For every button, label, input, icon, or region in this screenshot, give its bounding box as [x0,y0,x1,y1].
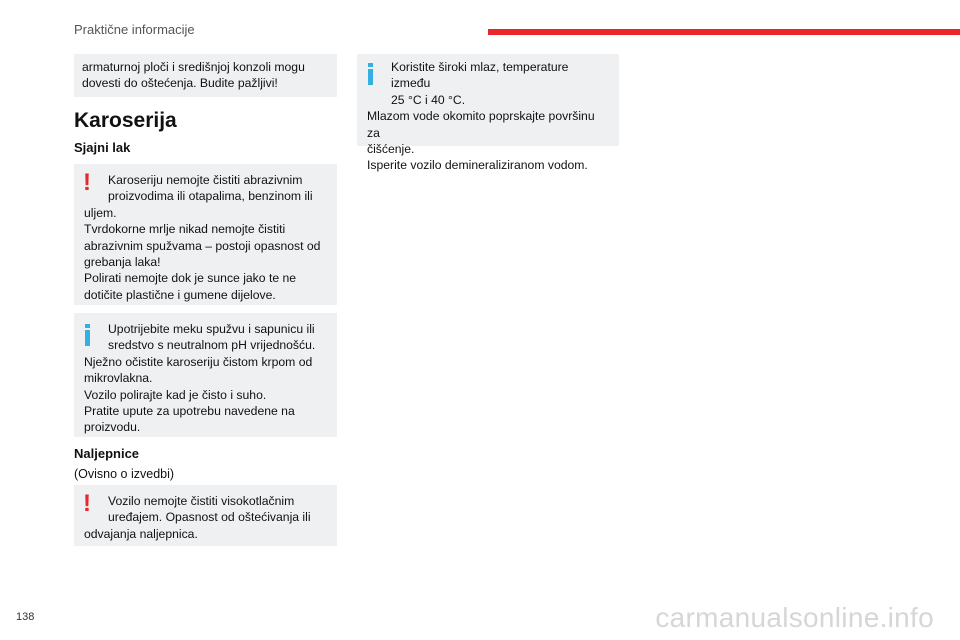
stickers-warning-box [74,485,337,546]
warning-text: uređajem. Opasnost od oštećivanja ili [108,510,311,525]
section-title: Karoserija [74,109,177,132]
exclamation-icon: ! [83,490,91,517]
running-header: Praktične informacije [74,22,195,37]
info-text: Isperite vozilo demineraliziranom vodom. [367,158,588,173]
header-accent-bar [488,29,960,35]
warning-text: Vozilo nemojte čistiti visokotlačnim [108,494,295,508]
top-note-box [74,54,337,97]
watermark: carmanualsonline.info [655,602,934,633]
info-text: Mlazom vode okomito poprskajte površinu za [367,109,595,140]
right-info-box [357,54,619,173]
info-icon [85,324,91,346]
warning-text: Tvrdokorne mrlje nikad nemojte čistiti [84,222,286,237]
top-note-line: armaturnoj ploči i središnjoj konzoli mogu [82,60,305,74]
info-text: Koristite široki mlaz, temperature između [391,60,569,91]
info-text: čišćenje. [367,142,415,157]
info-text: 25 °C i 40 °C. [391,92,466,107]
warning-text: Karoseriju nemojte čistiti abrazivnim [108,173,303,187]
glossy-subtitle: Sjajni lak [74,140,131,155]
info-text: Vozilo polirajte kad je čisto i suho. [84,387,267,402]
info-text: sredstvo s neutralnom pH vrijednošću. [108,338,316,353]
warning-text: abrazivnim spužvama – postoji opasnost od [84,238,321,253]
warning-text: odvajanja naljepnica. [84,526,198,541]
exclamation-icon: ! [83,169,91,196]
warning-text: dotičite plastične i gumene dijelove. [84,287,276,302]
stickers-subtitle: Naljepnice [74,446,140,461]
warning-text: Polirati nemojte dok je sunce jako te ne [84,271,297,286]
warning-text: proizvodima ili otapalima, benzinom ili [108,189,313,204]
page-number: 138 [16,611,35,623]
stickers-note: (Ovisno o izvedbi) [74,467,175,481]
glossy-warning-box [74,164,337,305]
info-icon [368,63,374,85]
glossy-info-box [74,313,337,437]
info-text: Pratite upute za upotrebu navedene na [84,404,295,419]
info-text: Upotrijebite meku spužvu i sapunicu ili [108,322,315,336]
warning-text: uljem. [84,205,117,220]
info-text: mikrovlakna. [84,371,153,386]
top-note-line: dovesti do oštećenja. Budite pažljivi! [82,76,278,91]
warning-text: grebanja laka! [84,255,161,270]
info-text: Nježno očistite karoseriju čistom krpom od [84,354,313,369]
info-text: proizvodu. [84,420,141,435]
